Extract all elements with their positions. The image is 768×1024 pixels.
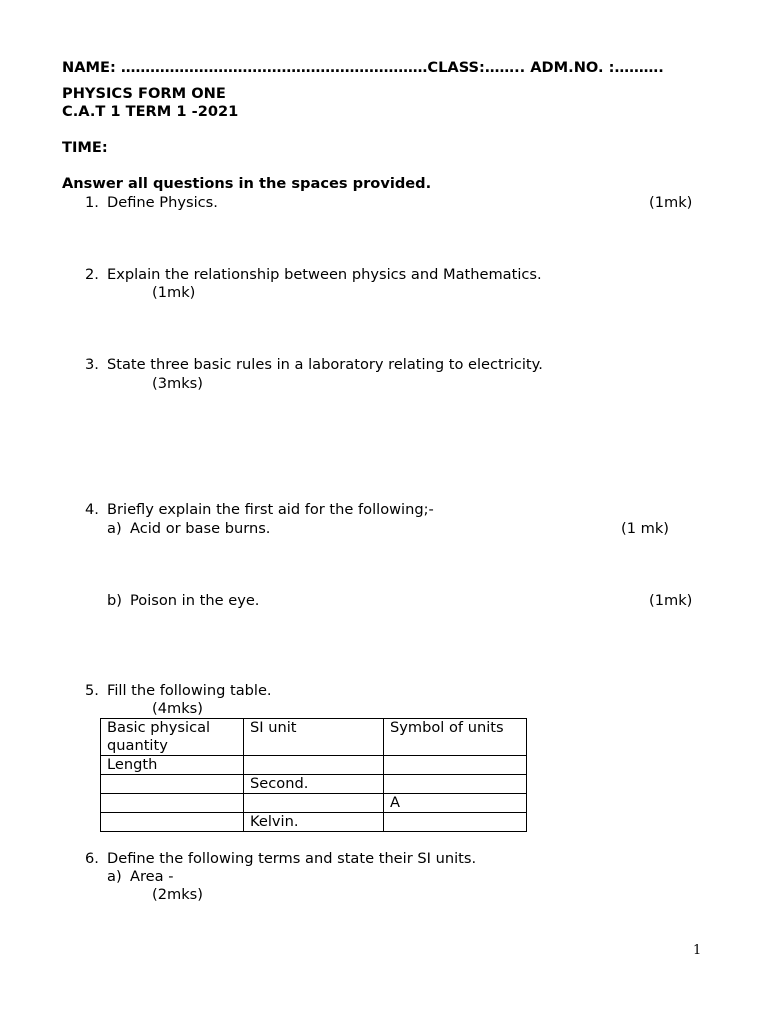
question-marks: (3mks) bbox=[152, 375, 203, 392]
page-number: 1 bbox=[693, 943, 702, 958]
exam-title: C.A.T 1 TERM 1 -2021 bbox=[62, 103, 239, 120]
question-text: Fill the following table. bbox=[107, 682, 272, 699]
subquestion-label: b) bbox=[107, 592, 122, 609]
question-number: 5. bbox=[85, 682, 99, 699]
table-cell bbox=[384, 813, 527, 832]
table-cell bbox=[244, 756, 384, 775]
question-text: Explain the relationship between physics and Mathematics. bbox=[107, 266, 542, 283]
table-row bbox=[101, 775, 527, 794]
question-text: Define the following terms and state their SI units. bbox=[107, 850, 477, 867]
table-header-cell: Basic physical quantity bbox=[101, 719, 244, 756]
table-cell bbox=[384, 756, 527, 775]
question-number: 1. bbox=[85, 194, 99, 211]
table-row bbox=[101, 813, 527, 832]
question-number: 3. bbox=[85, 356, 99, 373]
table-header-row bbox=[101, 719, 527, 756]
table-cell bbox=[384, 775, 527, 794]
question-number: 2. bbox=[85, 266, 99, 283]
table-cell: Second. bbox=[244, 775, 384, 794]
table-row bbox=[101, 794, 527, 813]
table-row bbox=[101, 756, 527, 775]
name-class-adm-line: NAME: ………………………………………………………CLASS:…….. ADM.NO. :………. bbox=[62, 59, 664, 76]
question-marks: (1mk) bbox=[649, 194, 693, 211]
table-cell: A bbox=[384, 794, 527, 813]
subquestion-label: a) bbox=[107, 520, 122, 537]
table-cell bbox=[101, 813, 244, 832]
subquestion-text: Poison in the eye. bbox=[130, 592, 260, 609]
subquestion-marks: (2mks) bbox=[152, 886, 203, 903]
table-cell: Kelvin. bbox=[244, 813, 384, 832]
question-marks: (1mk) bbox=[152, 284, 196, 301]
table-cell: Length bbox=[101, 756, 244, 775]
question-text: Briefly explain the first aid for the following;- bbox=[107, 501, 434, 518]
subquestion-marks: (1 mk) bbox=[621, 520, 669, 537]
question-marks: (4mks) bbox=[152, 700, 203, 717]
question-number: 6. bbox=[85, 850, 99, 867]
subquestion-text: Area - bbox=[130, 868, 174, 885]
time-label: TIME: bbox=[62, 139, 108, 156]
table-cell bbox=[101, 775, 244, 794]
table-header-cell: Symbol of units bbox=[384, 719, 527, 756]
question-text: State three basic rules in a laboratory relating to electricity. bbox=[107, 356, 543, 373]
subquestion-text: Acid or base burns. bbox=[130, 520, 271, 537]
subject-title: PHYSICS FORM ONE bbox=[62, 85, 226, 102]
table-cell bbox=[101, 794, 244, 813]
table-header-cell: SI unit bbox=[244, 719, 384, 756]
si-units-table bbox=[100, 718, 527, 832]
subquestion-marks: (1mk) bbox=[649, 592, 693, 609]
subquestion-label: a) bbox=[107, 868, 122, 885]
instructions: Answer all questions in the spaces provided. bbox=[62, 175, 432, 192]
table-cell bbox=[244, 794, 384, 813]
question-text: Define Physics. bbox=[107, 194, 218, 211]
question-number: 4. bbox=[85, 501, 99, 518]
